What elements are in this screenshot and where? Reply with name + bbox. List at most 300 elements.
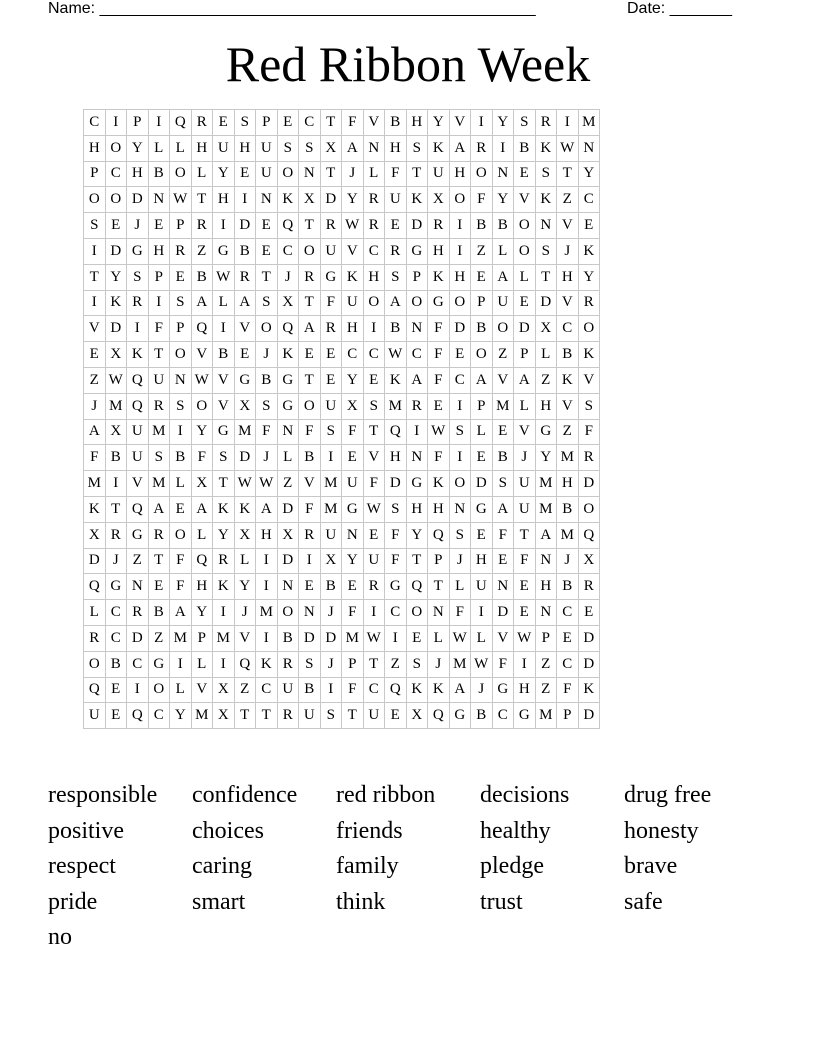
grid-cell: C xyxy=(342,342,364,368)
grid-cell: K xyxy=(578,677,600,703)
grid-cell: M xyxy=(557,522,579,548)
grid-row xyxy=(84,651,600,677)
grid-cell: U xyxy=(148,367,170,393)
grid-cell: K xyxy=(213,574,235,600)
grid-cell: F xyxy=(342,600,364,626)
grid-cell: N xyxy=(342,522,364,548)
grid-cell: E xyxy=(213,110,235,136)
grid-cell: D xyxy=(535,290,557,316)
grid-cell: K xyxy=(578,342,600,368)
grid-cell: E xyxy=(385,703,407,729)
grid-cell: J xyxy=(256,445,278,471)
grid-cell: Q xyxy=(127,496,149,522)
grid-cell: N xyxy=(277,574,299,600)
grid-cell: L xyxy=(234,548,256,574)
grid-cell: N xyxy=(492,161,514,187)
grid-cell: L xyxy=(535,342,557,368)
grid-cell: G xyxy=(492,677,514,703)
word-bank-item: safe xyxy=(624,888,663,915)
grid-cell: C xyxy=(557,316,579,342)
grid-cell: J xyxy=(127,213,149,239)
grid-cell: E xyxy=(342,574,364,600)
grid-cell: M xyxy=(213,625,235,651)
grid-cell: Y xyxy=(213,161,235,187)
grid-cell: D xyxy=(514,316,536,342)
grid-cell: E xyxy=(363,367,385,393)
grid-cell: C xyxy=(557,651,579,677)
grid-cell: I xyxy=(514,651,536,677)
grid-cell: C xyxy=(105,625,127,651)
grid-cell: W xyxy=(342,213,364,239)
grid-cell: B xyxy=(471,213,493,239)
grid-cell: N xyxy=(256,187,278,213)
grid-cell: R xyxy=(320,316,342,342)
grid-cell: E xyxy=(320,367,342,393)
grid-cell: I xyxy=(213,651,235,677)
grid-cell: Y xyxy=(191,419,213,445)
word-bank-item: caring xyxy=(192,853,252,880)
grid-cell: B xyxy=(213,342,235,368)
grid-cell: Z xyxy=(127,548,149,574)
grid-cell: T xyxy=(514,522,536,548)
grid-cell: O xyxy=(471,161,493,187)
grid-cell: H xyxy=(449,161,471,187)
grid-cell: Q xyxy=(127,393,149,419)
grid-cell: F xyxy=(385,522,407,548)
grid-cell: B xyxy=(514,135,536,161)
grid-cell: L xyxy=(514,264,536,290)
grid-cell: N xyxy=(535,600,557,626)
grid-row xyxy=(84,393,600,419)
grid-cell: Q xyxy=(170,110,192,136)
grid-row xyxy=(84,574,600,600)
grid-cell: G xyxy=(428,290,450,316)
grid-cell: X xyxy=(277,522,299,548)
grid-cell: V xyxy=(363,445,385,471)
grid-cell: Z xyxy=(557,187,579,213)
grid-cell: F xyxy=(428,445,450,471)
grid-cell: I xyxy=(105,471,127,497)
grid-cell: U xyxy=(471,574,493,600)
grid-cell: V xyxy=(492,367,514,393)
grid-cell: S xyxy=(320,703,342,729)
grid-cell: E xyxy=(557,625,579,651)
grid-cell: O xyxy=(84,187,106,213)
grid-cell: J xyxy=(320,651,342,677)
grid-cell: M xyxy=(234,419,256,445)
grid-cell: E xyxy=(471,264,493,290)
grid-cell: H xyxy=(256,522,278,548)
grid-cell: J xyxy=(105,548,127,574)
grid-cell: B xyxy=(105,651,127,677)
grid-cell: V xyxy=(299,471,321,497)
grid-cell: U xyxy=(277,677,299,703)
grid-cell: B xyxy=(234,238,256,264)
grid-cell: G xyxy=(277,393,299,419)
grid-cell: S xyxy=(449,419,471,445)
grid-cell: K xyxy=(127,342,149,368)
grid-cell: N xyxy=(299,600,321,626)
grid-cell: X xyxy=(234,393,256,419)
grid-cell: D xyxy=(277,496,299,522)
grid-cell: F xyxy=(299,419,321,445)
grid-cell: Y xyxy=(342,367,364,393)
grid-cell: E xyxy=(514,161,536,187)
grid-cell: A xyxy=(449,135,471,161)
grid-cell: R xyxy=(363,187,385,213)
word-bank-item: healthy xyxy=(480,817,551,844)
grid-cell: B xyxy=(256,367,278,393)
grid-cell: N xyxy=(492,574,514,600)
grid-cell: Q xyxy=(385,677,407,703)
grid-cell: X xyxy=(213,677,235,703)
grid-cell: S xyxy=(84,213,106,239)
grid-cell: E xyxy=(320,342,342,368)
grid-cell: D xyxy=(127,625,149,651)
grid-cell: D xyxy=(449,316,471,342)
grid-cell: D xyxy=(406,213,428,239)
grid-cell: L xyxy=(363,161,385,187)
grid-cell: R xyxy=(277,703,299,729)
grid-cell: L xyxy=(170,677,192,703)
grid-cell: N xyxy=(148,187,170,213)
grid-cell: B xyxy=(385,110,407,136)
grid-row xyxy=(84,290,600,316)
grid-cell: Q xyxy=(127,703,149,729)
grid-cell: D xyxy=(578,703,600,729)
grid-cell: P xyxy=(471,290,493,316)
grid-cell: E xyxy=(256,238,278,264)
grid-cell: G xyxy=(127,522,149,548)
grid-cell: E xyxy=(256,213,278,239)
grid-cell: V xyxy=(578,367,600,393)
grid-cell: E xyxy=(578,213,600,239)
grid-cell: D xyxy=(234,445,256,471)
grid-cell: L xyxy=(492,238,514,264)
grid-cell: M xyxy=(256,600,278,626)
grid-cell: Q xyxy=(428,522,450,548)
grid-cell: F xyxy=(342,110,364,136)
grid-cell: H xyxy=(514,677,536,703)
grid-cell: O xyxy=(256,316,278,342)
grid-cell: E xyxy=(84,342,106,368)
grid-cell: W xyxy=(213,264,235,290)
grid-cell: J xyxy=(234,600,256,626)
grid-cell: Z xyxy=(277,471,299,497)
grid-cell: D xyxy=(578,625,600,651)
grid-cell: I xyxy=(320,445,342,471)
grid-cell: M xyxy=(535,471,557,497)
grid-cell: H xyxy=(406,110,428,136)
grid-row xyxy=(84,316,600,342)
grid-cell: E xyxy=(514,290,536,316)
grid-cell: B xyxy=(385,316,407,342)
grid-cell: Z xyxy=(234,677,256,703)
grid-cell: K xyxy=(406,187,428,213)
grid-cell: E xyxy=(299,574,321,600)
grid-cell: O xyxy=(277,161,299,187)
grid-cell: T xyxy=(320,161,342,187)
grid-cell: W xyxy=(170,187,192,213)
grid-cell: D xyxy=(471,471,493,497)
grid-cell: G xyxy=(277,367,299,393)
grid-cell: F xyxy=(342,677,364,703)
grid-cell: C xyxy=(578,187,600,213)
grid-cell: S xyxy=(514,110,536,136)
grid-cell: W xyxy=(514,625,536,651)
grid-cell: L xyxy=(84,600,106,626)
grid-cell: S xyxy=(578,393,600,419)
grid-cell: Q xyxy=(84,574,106,600)
grid-cell: E xyxy=(514,600,536,626)
grid-cell: K xyxy=(428,135,450,161)
grid-cell: C xyxy=(363,677,385,703)
grid-cell: G xyxy=(105,574,127,600)
grid-cell: T xyxy=(148,548,170,574)
grid-cell: P xyxy=(148,264,170,290)
grid-cell: Q xyxy=(428,703,450,729)
grid-cell: U xyxy=(385,187,407,213)
grid-cell: Z xyxy=(535,367,557,393)
grid-cell: F xyxy=(514,548,536,574)
grid-cell: D xyxy=(578,651,600,677)
grid-cell: D xyxy=(299,625,321,651)
grid-cell: X xyxy=(105,342,127,368)
grid-cell: T xyxy=(234,703,256,729)
grid-cell: S xyxy=(213,445,235,471)
grid-cell: E xyxy=(428,393,450,419)
grid-cell: F xyxy=(428,342,450,368)
grid-cell: F xyxy=(299,496,321,522)
grid-cell: X xyxy=(406,703,428,729)
grid-cell: F xyxy=(256,419,278,445)
grid-cell: C xyxy=(299,110,321,136)
grid-cell: E xyxy=(449,342,471,368)
grid-cell: T xyxy=(299,290,321,316)
grid-cell: I xyxy=(449,238,471,264)
grid-cell: R xyxy=(170,238,192,264)
grid-cell: X xyxy=(535,316,557,342)
grid-cell: H xyxy=(191,135,213,161)
grid-cell: N xyxy=(277,419,299,445)
grid-cell: R xyxy=(213,548,235,574)
grid-row xyxy=(84,367,600,393)
grid-cell: N xyxy=(363,135,385,161)
grid-cell: M xyxy=(385,393,407,419)
grid-cell: O xyxy=(84,651,106,677)
grid-cell: B xyxy=(557,574,579,600)
grid-cell: D xyxy=(492,600,514,626)
grid-cell: U xyxy=(84,703,106,729)
grid-cell: U xyxy=(127,419,149,445)
grid-cell: G xyxy=(535,419,557,445)
grid-cell: E xyxy=(170,496,192,522)
grid-cell: E xyxy=(299,342,321,368)
grid-cell: T xyxy=(256,264,278,290)
grid-cell: U xyxy=(492,290,514,316)
grid-cell: G xyxy=(148,651,170,677)
grid-cell: T xyxy=(557,161,579,187)
grid-cell: H xyxy=(127,161,149,187)
grid-row xyxy=(84,110,600,136)
grid-cell: E xyxy=(471,445,493,471)
grid-cell: Y xyxy=(213,522,235,548)
grid-cell: O xyxy=(170,342,192,368)
grid-cell: K xyxy=(428,677,450,703)
grid-cell: R xyxy=(299,522,321,548)
grid-cell: V xyxy=(84,316,106,342)
grid-cell: R xyxy=(299,264,321,290)
grid-cell: S xyxy=(385,496,407,522)
grid-cell: W xyxy=(191,367,213,393)
grid-cell: B xyxy=(320,574,342,600)
grid-cell: C xyxy=(148,703,170,729)
grid-cell: X xyxy=(84,522,106,548)
grid-cell: O xyxy=(449,471,471,497)
grid-cell: P xyxy=(471,393,493,419)
grid-cell: E xyxy=(234,161,256,187)
grid-cell: A xyxy=(492,264,514,290)
grid-row xyxy=(84,677,600,703)
grid-cell: C xyxy=(105,600,127,626)
grid-cell: N xyxy=(535,548,557,574)
grid-cell: I xyxy=(127,677,149,703)
grid-cell: U xyxy=(342,290,364,316)
grid-cell: S xyxy=(535,238,557,264)
grid-cell: P xyxy=(84,161,106,187)
grid-cell: V xyxy=(557,393,579,419)
grid-cell: F xyxy=(363,471,385,497)
grid-cell: I xyxy=(492,135,514,161)
grid-cell: E xyxy=(578,600,600,626)
word-bank-item: respect xyxy=(48,853,116,880)
grid-cell: F xyxy=(342,419,364,445)
grid-cell: U xyxy=(127,445,149,471)
grid-cell: E xyxy=(148,574,170,600)
grid-cell: K xyxy=(535,187,557,213)
grid-cell: M xyxy=(557,445,579,471)
grid-cell: C xyxy=(406,342,428,368)
grid-cell: G xyxy=(213,419,235,445)
grid-cell: I xyxy=(256,548,278,574)
grid-cell: G xyxy=(449,703,471,729)
grid-cell: W xyxy=(449,625,471,651)
grid-cell: E xyxy=(342,445,364,471)
grid-cell: C xyxy=(492,703,514,729)
grid-cell: P xyxy=(428,548,450,574)
grid-cell: T xyxy=(299,367,321,393)
grid-cell: N xyxy=(428,600,450,626)
grid-cell: T xyxy=(535,264,557,290)
word-bank-item: brave xyxy=(624,853,678,880)
grid-cell: Z xyxy=(148,625,170,651)
grid-cell: P xyxy=(191,625,213,651)
grid-cell: V xyxy=(191,342,213,368)
grid-cell: L xyxy=(277,445,299,471)
grid-cell: G xyxy=(127,238,149,264)
grid-cell: M xyxy=(342,625,364,651)
grid-cell: R xyxy=(471,135,493,161)
grid-cell: I xyxy=(320,677,342,703)
grid-cell: Q xyxy=(234,651,256,677)
grid-cell: I xyxy=(105,110,127,136)
grid-cell: X xyxy=(320,548,342,574)
grid-cell: G xyxy=(514,703,536,729)
grid-cell: T xyxy=(148,342,170,368)
grid-cell: H xyxy=(213,187,235,213)
grid-cell: Q xyxy=(191,316,213,342)
grid-cell: J xyxy=(277,264,299,290)
grid-cell: A xyxy=(514,367,536,393)
grid-cell: U xyxy=(363,703,385,729)
grid-cell: I xyxy=(449,445,471,471)
grid-cell: K xyxy=(256,651,278,677)
grid-cell: H xyxy=(342,316,364,342)
grid-cell: U xyxy=(213,135,235,161)
grid-cell: I xyxy=(299,548,321,574)
grid-cell: N xyxy=(170,367,192,393)
word-bank-item: family xyxy=(336,853,399,880)
grid-cell: E xyxy=(406,625,428,651)
grid-cell: J xyxy=(342,161,364,187)
grid-cell: K xyxy=(342,264,364,290)
grid-cell: H xyxy=(449,264,471,290)
grid-cell: I xyxy=(557,110,579,136)
page-title: Red Ribbon Week xyxy=(225,36,591,92)
grid-cell: R xyxy=(578,290,600,316)
grid-cell: T xyxy=(299,213,321,239)
grid-cell: A xyxy=(191,290,213,316)
grid-cell: D xyxy=(277,548,299,574)
grid-cell: I xyxy=(127,316,149,342)
grid-cell: C xyxy=(127,651,149,677)
grid-cell: K xyxy=(84,496,106,522)
grid-cell: E xyxy=(170,264,192,290)
grid-cell: N xyxy=(127,574,149,600)
grid-cell: S xyxy=(320,419,342,445)
grid-cell: G xyxy=(406,238,428,264)
grid-cell: E xyxy=(277,110,299,136)
grid-cell: M xyxy=(148,419,170,445)
grid-cell: L xyxy=(213,290,235,316)
grid-cell: A xyxy=(385,290,407,316)
grid-cell: S xyxy=(148,445,170,471)
grid-cell: O xyxy=(514,238,536,264)
grid-cell: I xyxy=(213,600,235,626)
grid-cell: O xyxy=(277,600,299,626)
grid-cell: Y xyxy=(406,522,428,548)
grid-cell: E xyxy=(492,548,514,574)
grid-cell: U xyxy=(256,135,278,161)
grid-row xyxy=(84,264,600,290)
grid-cell: Y xyxy=(342,187,364,213)
grid-cell: H xyxy=(557,264,579,290)
grid-cell: B xyxy=(557,342,579,368)
word-bank-item: honesty xyxy=(624,817,699,844)
grid-cell: A xyxy=(234,290,256,316)
grid-cell: G xyxy=(234,367,256,393)
grid-cell: S xyxy=(535,161,557,187)
grid-cell: S xyxy=(406,135,428,161)
grid-cell: G xyxy=(213,238,235,264)
grid-cell: U xyxy=(514,496,536,522)
grid-cell: T xyxy=(84,264,106,290)
grid-cell: L xyxy=(148,135,170,161)
grid-cell: S xyxy=(256,290,278,316)
grid-cell: D xyxy=(234,213,256,239)
grid-cell: F xyxy=(385,161,407,187)
grid-cell: L xyxy=(170,135,192,161)
